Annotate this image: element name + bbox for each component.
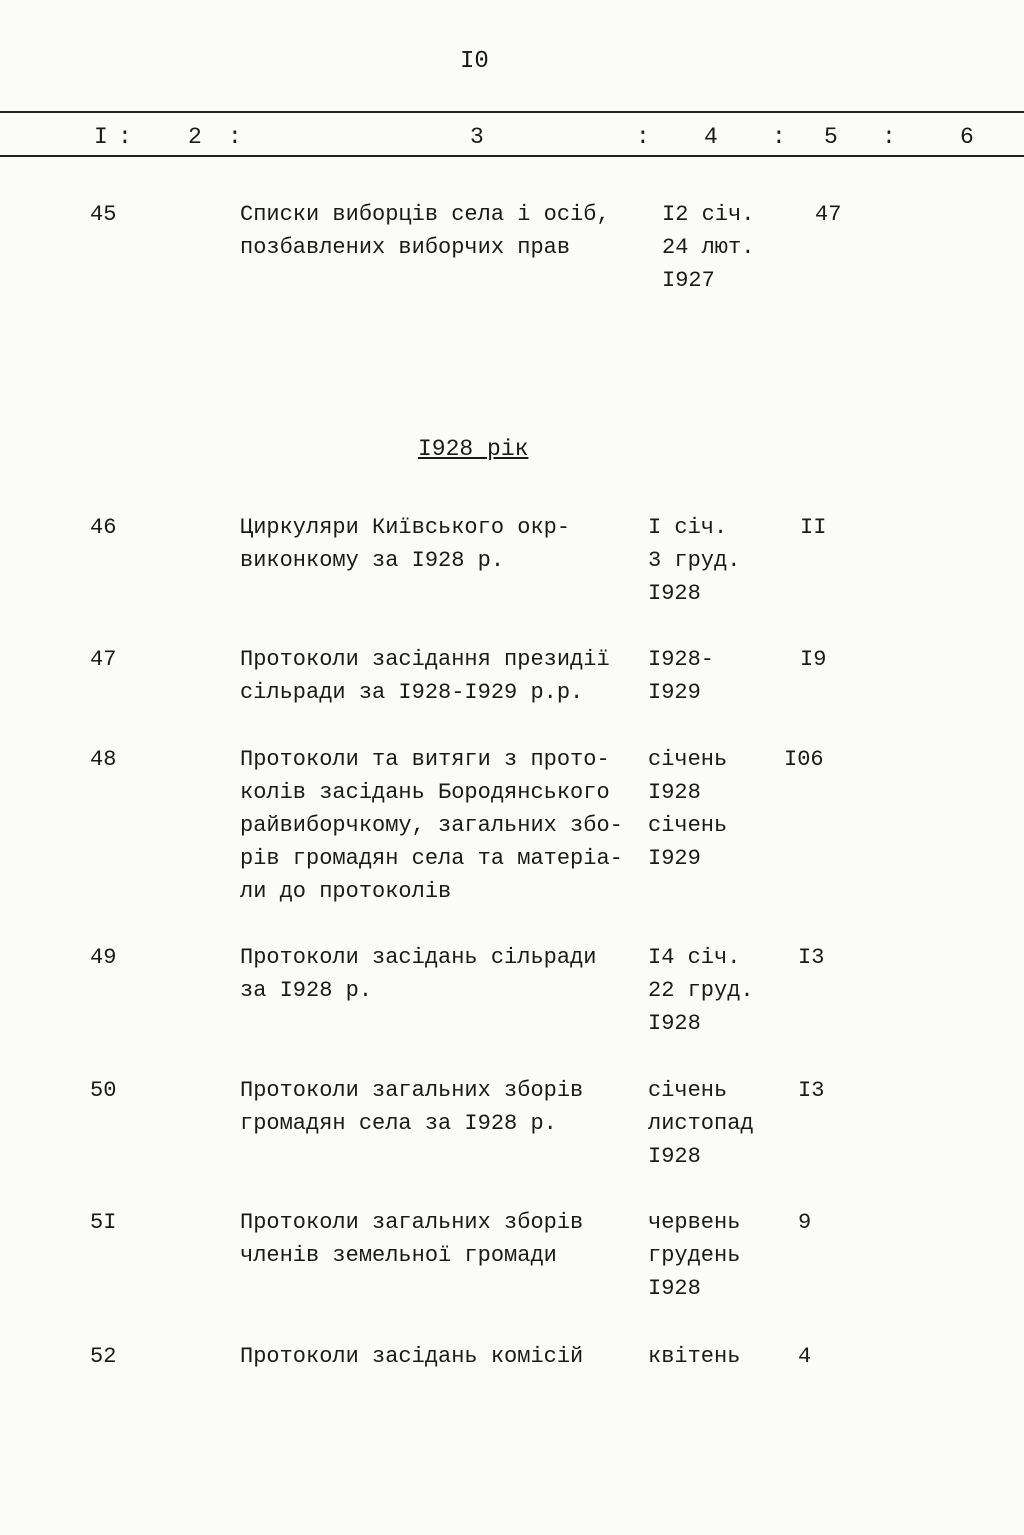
entry-number: 45 xyxy=(90,202,117,227)
column-separator: : xyxy=(118,124,132,150)
title-line: сільради за I928-I929 р.р. xyxy=(240,680,584,705)
entry-sheet-count: I06 xyxy=(784,747,824,772)
entry-title xyxy=(240,1340,583,1373)
date-line: 24 лют. xyxy=(662,235,755,260)
title-line: Протоколи засідання президії xyxy=(240,647,610,672)
column-header: 5 xyxy=(824,124,838,150)
title-line: громадян села за I928 р. xyxy=(240,1111,557,1136)
entry-sheet-count: 4 xyxy=(798,1344,812,1369)
column-separator: : xyxy=(772,124,786,150)
column-separator: : xyxy=(228,124,242,150)
title-line: Протоколи загальних зборів xyxy=(240,1078,584,1103)
title-line: за I928 р. xyxy=(240,978,373,1003)
entry-title xyxy=(240,511,570,577)
entry-dates xyxy=(648,941,754,1040)
date-line: квітень xyxy=(648,1344,741,1369)
date-line: 22 груд. xyxy=(648,978,754,1003)
entry-number: 50 xyxy=(90,1078,117,1103)
column-header: I xyxy=(94,124,108,150)
section-title: I928 рік xyxy=(418,436,529,462)
title-line: Протоколи засідань комісій xyxy=(240,1344,584,1369)
entry-number: 52 xyxy=(90,1344,117,1369)
title-line: Списки виборців села і осіб, xyxy=(240,202,610,227)
entry-number: 5I xyxy=(90,1210,117,1235)
date-line: листопад xyxy=(648,1111,754,1136)
entry-title xyxy=(240,1206,583,1272)
date-line: I928 xyxy=(648,1276,701,1301)
date-line: січень xyxy=(648,1078,728,1103)
column-separator: : xyxy=(882,124,896,150)
title-line: рів громадян села та матеріа- xyxy=(240,846,623,871)
column-separator: : xyxy=(636,124,650,150)
date-line: I929 xyxy=(648,680,701,705)
date-line: грудень xyxy=(648,1243,741,1268)
date-line: I927 xyxy=(662,268,715,293)
column-header: 4 xyxy=(704,124,718,150)
date-line: січень xyxy=(648,747,728,772)
entry-sheet-count: I3 xyxy=(798,945,825,970)
title-line: колів засідань Бородянського xyxy=(240,780,610,805)
date-line: I928- xyxy=(648,647,715,672)
entry-dates xyxy=(648,743,727,875)
header-bottom-rule xyxy=(0,155,1024,157)
title-line: виконкому за I928 р. xyxy=(240,548,505,573)
title-line: позбавлених виборчих прав xyxy=(240,235,571,260)
entry-dates xyxy=(648,1340,740,1373)
entry-number: 49 xyxy=(90,945,117,970)
title-line: райвиборчкому, загальних збо- xyxy=(240,813,623,838)
title-line: Протоколи загальних зборів xyxy=(240,1210,584,1235)
date-line: I928 xyxy=(648,1144,701,1169)
entry-sheet-count: II xyxy=(800,515,827,540)
date-line: I929 xyxy=(648,846,701,871)
entry-title xyxy=(240,743,623,908)
entry-title xyxy=(240,643,610,709)
column-header: 6 xyxy=(960,124,974,150)
entry-sheet-count: I3 xyxy=(798,1078,825,1103)
entry-dates xyxy=(648,1074,754,1173)
entry-dates xyxy=(648,511,740,610)
title-line: членів земельної громади xyxy=(240,1243,557,1268)
entry-title xyxy=(240,941,596,1007)
date-line: I січ. xyxy=(648,515,728,540)
date-line: січень xyxy=(648,813,728,838)
date-line: I928 xyxy=(648,1011,701,1036)
entry-number: 47 xyxy=(90,647,117,672)
entry-number: 46 xyxy=(90,515,117,540)
entry-sheet-count: 47 xyxy=(815,202,842,227)
date-line: I2 січ. xyxy=(662,202,755,227)
column-header: 2 xyxy=(188,124,202,150)
entry-sheet-count: 9 xyxy=(798,1210,812,1235)
title-line: Протоколи та витяги з прото- xyxy=(240,747,610,772)
date-line: I4 січ. xyxy=(648,945,741,970)
page-number: I0 xyxy=(460,48,489,75)
entry-number: 48 xyxy=(90,747,117,772)
column-header: 3 xyxy=(470,124,484,150)
date-line: 3 груд. xyxy=(648,548,741,573)
entry-title xyxy=(240,1074,583,1140)
title-line: Протоколи засідань сільради xyxy=(240,945,597,970)
header-top-rule xyxy=(0,111,1024,113)
title-line: Циркуляри Київського окр- xyxy=(240,515,571,540)
date-line: I928 xyxy=(648,780,701,805)
date-line: I928 xyxy=(648,581,701,606)
entry-dates xyxy=(648,643,714,709)
entry-dates xyxy=(662,198,754,297)
date-line: червень xyxy=(648,1210,741,1235)
entry-title xyxy=(240,198,610,264)
entry-sheet-count: I9 xyxy=(800,647,827,672)
entry-dates xyxy=(648,1206,740,1305)
title-line: ли до протоколів xyxy=(240,879,452,904)
